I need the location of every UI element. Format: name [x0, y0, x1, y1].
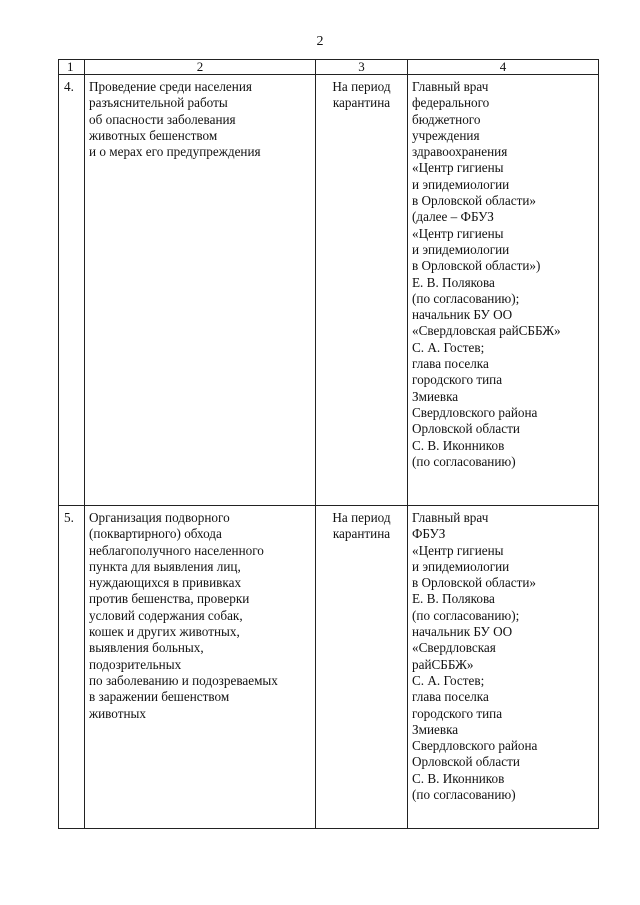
cell-text-line: бюджетного — [412, 111, 481, 127]
cell-text-line: Свердловского района — [412, 404, 538, 420]
cell-text-line: разъяснительной работы — [89, 95, 228, 111]
cell-text-line: здравоохранения — [412, 144, 508, 160]
cell-text-line: (по согласованию) — [412, 787, 516, 803]
cell-text-line: начальник БУ ОО — [412, 307, 513, 323]
cell-text-line: в Орловской области») — [412, 258, 541, 274]
cell-text-line: (далее – ФБУЗ — [412, 209, 494, 225]
cell-text-line: против бешенства, проверки — [89, 591, 250, 607]
cell-text-line: «Центр гигиены — [412, 542, 504, 558]
cell-text-line: Е. В. Полякова — [412, 591, 495, 607]
cell-text-line: глава поселка — [412, 689, 489, 705]
period-cell — [316, 506, 408, 829]
cell-text-line: учреждения — [412, 127, 480, 143]
cell-text-line: «Центр гигиены — [412, 160, 504, 176]
column-header-4: 4 — [408, 60, 599, 75]
table-row — [59, 75, 599, 506]
cell-text-line: и эпидемиологии — [412, 558, 510, 574]
cell-text-line: Свердловского района — [412, 738, 538, 754]
measures-table — [58, 59, 599, 829]
cell-text-line: кошек и других животных, — [89, 624, 240, 640]
cell-text-line: по заболеванию и подозреваемых — [89, 672, 278, 688]
column-header-2: 2 — [85, 60, 316, 75]
cell-text-line: животных бешенством — [89, 127, 218, 143]
cell-text-line: Змиевка — [412, 388, 459, 404]
cell-text-line: «Свердловская — [412, 640, 496, 656]
row-number-cell: 5. — [59, 506, 85, 829]
cell-text-line: об опасности заболевания — [89, 111, 236, 127]
cell-text-line: С. А. Гостев; — [412, 339, 485, 355]
cell-text-line: Главный врач — [412, 510, 489, 525]
cell-text-line: условий содержания собак, — [89, 607, 243, 623]
cell-text-line: в Орловской области» — [412, 193, 537, 209]
cell-text-line: Орловской области — [412, 754, 520, 770]
cell-text-line: С. В. Иконников — [412, 770, 505, 786]
cell-text-line: карантина — [332, 526, 391, 542]
cell-text-line: федерального — [412, 95, 490, 111]
activity-cell — [85, 75, 316, 506]
cell-text-line: На период — [332, 510, 391, 525]
row-number-cell: 4. — [59, 75, 85, 506]
cell-text-line: глава поселка — [412, 356, 489, 372]
cell-text-line: На период — [332, 79, 391, 94]
column-header-3: 3 — [316, 60, 408, 75]
cell-text-line: райСББЖ» — [412, 656, 474, 672]
cell-text-line: нуждающихся в прививках — [89, 575, 242, 591]
cell-text-line: в заражении бешенством — [89, 689, 230, 705]
cell-text-line: пункта для выявления лиц, — [89, 558, 241, 574]
cell-text-line: Змиевка — [412, 721, 459, 737]
cell-text-line: С. В. Иконников — [412, 437, 505, 453]
cell-text-line: (по согласованию); — [412, 607, 520, 623]
cell-text-line: неблагополучного населенного — [89, 542, 264, 558]
cell-text-line: ФБУЗ — [412, 526, 446, 542]
cell-text-line: Орловской области — [412, 421, 520, 437]
responsible-cell — [408, 75, 599, 506]
cell-text-line: городского типа — [412, 705, 503, 721]
cell-text-line: Организация подворного — [89, 510, 230, 525]
cell-text-line: Проведение среди населения — [89, 79, 252, 94]
cell-text-line: подозрительных — [89, 656, 182, 672]
cell-text-line: начальник БУ ОО — [412, 624, 513, 640]
cell-text-line: (поквартирного) обхода — [89, 526, 222, 542]
cell-text-line: Главный врач — [412, 79, 489, 94]
cell-text-line: Е. В. Полякова — [412, 274, 495, 290]
cell-text-line: выявления больных, — [89, 640, 204, 656]
table-row — [59, 506, 599, 829]
cell-text-line: городского типа — [412, 372, 503, 388]
cell-text-line: карантина — [332, 95, 391, 111]
page-number: 2 — [316, 34, 324, 49]
cell-text-line: в Орловской области» — [412, 575, 537, 591]
cell-text-line: (по согласованию); — [412, 290, 520, 306]
cell-text-line: животных — [89, 705, 146, 721]
cell-text-line: и эпидемиологии — [412, 241, 510, 257]
cell-text-line: С. А. Гостев; — [412, 672, 485, 688]
period-cell — [316, 75, 408, 506]
cell-text-line: и о мерах его предупреждения — [89, 144, 261, 160]
table-header-row — [59, 60, 599, 75]
cell-text-line: «Центр гигиены — [412, 225, 504, 241]
activity-cell — [85, 506, 316, 829]
column-header-1: 1 — [59, 60, 85, 75]
responsible-cell — [408, 506, 599, 829]
cell-text-line: (по согласованию) — [412, 453, 516, 469]
cell-text-line: «Свердловская райСББЖ» — [412, 323, 561, 339]
cell-text-line: и эпидемиологии — [412, 176, 510, 192]
